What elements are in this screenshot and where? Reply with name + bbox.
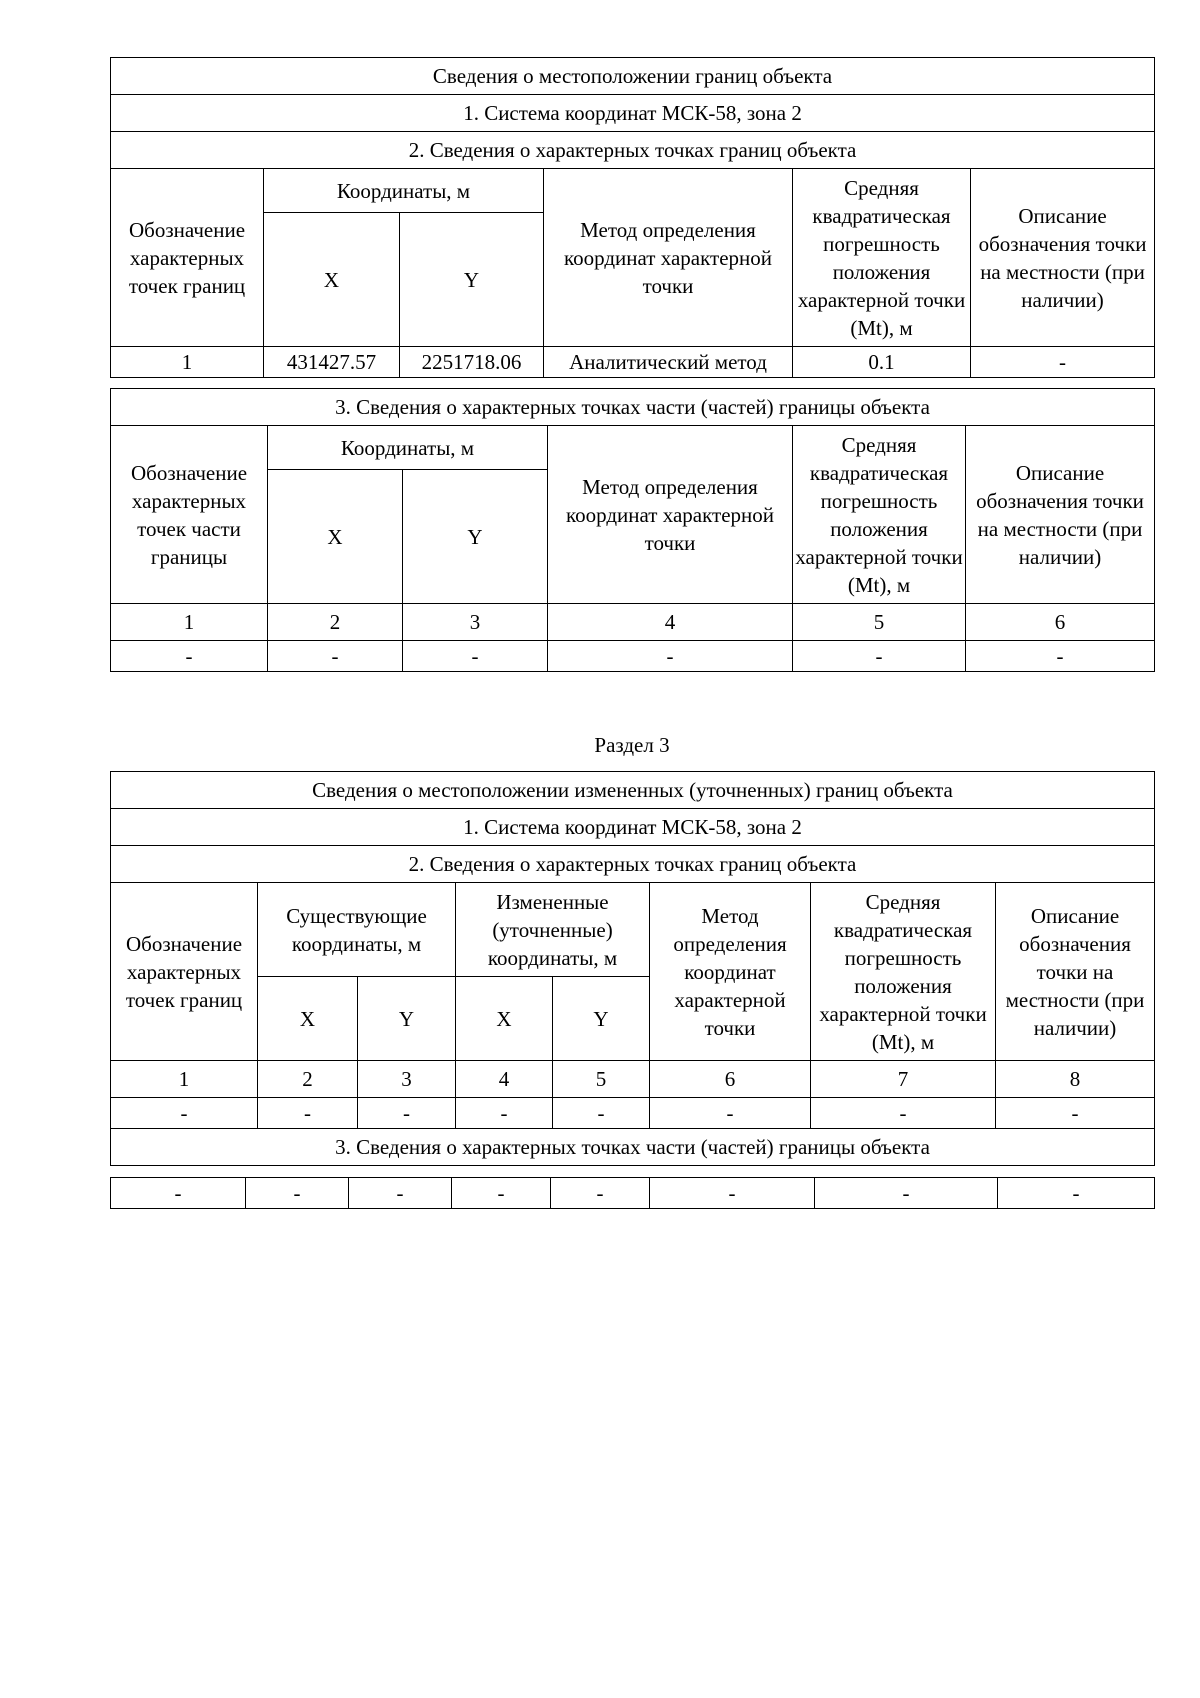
cell: - xyxy=(650,1098,811,1129)
cell: - xyxy=(548,641,793,672)
cell: 2 xyxy=(268,604,403,641)
col-designation: Обозначение характерных точек части границы xyxy=(111,426,268,604)
table-heading: Сведения о местоположении границ объекта xyxy=(111,58,1155,95)
cell: - xyxy=(966,641,1155,672)
table-row xyxy=(111,1098,1155,1129)
table-heading: Сведения о местоположении измененных (уточненных) границ объекта xyxy=(111,772,1155,809)
cell: 8 xyxy=(996,1061,1155,1098)
parts-heading: 3. Сведения о характерных точках части (частей) границы объекта xyxy=(111,1129,1155,1166)
col-y: Y xyxy=(400,213,544,347)
points-heading: 2. Сведения о характерных точках границ объекта xyxy=(111,846,1155,883)
col-y: Y xyxy=(358,977,456,1061)
cell: - xyxy=(815,1178,998,1209)
cell: 7 xyxy=(811,1061,996,1098)
cell: 2251718.06 xyxy=(400,347,544,378)
boundary-part-points-table xyxy=(110,388,1155,672)
cell: - xyxy=(403,641,548,672)
points-heading: 2. Сведения о характерных точках границ объекта xyxy=(111,132,1155,169)
cell: - xyxy=(551,1178,650,1209)
cell: 4 xyxy=(456,1061,553,1098)
coord-system-label: 1. Система координат МСК-58, зона 2 xyxy=(111,95,1155,132)
cell: 3 xyxy=(358,1061,456,1098)
col-x: X xyxy=(456,977,553,1061)
cell: - xyxy=(650,1178,815,1209)
table-row xyxy=(111,1178,1155,1209)
cell: 6 xyxy=(966,604,1155,641)
col-changed-coords: Измененные (уточненные) координаты, м xyxy=(456,883,650,977)
col-designation: Обозначение характерных точек границ xyxy=(111,169,264,347)
cell: 1 xyxy=(111,1061,258,1098)
table-row xyxy=(111,347,1155,378)
col-description: Описание обозначения точки на местности (при наличии) xyxy=(971,169,1155,347)
col-x: X xyxy=(268,470,403,604)
changed-boundary-points-table xyxy=(110,771,1155,1166)
cell: 5 xyxy=(793,604,966,641)
cell: 4 xyxy=(548,604,793,641)
cell: - xyxy=(452,1178,551,1209)
cell: 0.1 xyxy=(793,347,971,378)
cell: - xyxy=(111,1098,258,1129)
cell: - xyxy=(996,1098,1155,1129)
cell: - xyxy=(111,641,268,672)
cell: 1 xyxy=(111,347,264,378)
col-designation: Обозначение характерных точек границ xyxy=(111,883,258,1061)
col-y: Y xyxy=(403,470,548,604)
col-y: Y xyxy=(553,977,650,1061)
col-existing-coords: Существующие координаты, м xyxy=(258,883,456,977)
cell: - xyxy=(456,1098,553,1129)
coord-system-label: 1. Система координат МСК-58, зона 2 xyxy=(111,809,1155,846)
section-title: Раздел 3 xyxy=(594,733,670,757)
cell: 5 xyxy=(553,1061,650,1098)
col-x: X xyxy=(264,213,400,347)
cell: 2 xyxy=(258,1061,358,1098)
col-x: X xyxy=(258,977,358,1061)
table-heading: 3. Сведения о характерных точках части (частей) границы объекта xyxy=(111,389,1155,426)
cell: 6 xyxy=(650,1061,811,1098)
cell: - xyxy=(971,347,1155,378)
col-description: Описание обозначения точки на местности (при наличии) xyxy=(966,426,1155,604)
column-number-row xyxy=(111,1061,1155,1098)
col-coords: Координаты, м xyxy=(268,426,548,470)
col-method: Метод определения координат характерной точки xyxy=(548,426,793,604)
col-accuracy: Средняя квадратическая погрешность положения характерной точки (Mt), м xyxy=(793,426,966,604)
column-number-row xyxy=(111,604,1155,641)
col-description: Описание обозначения точки на местности (при наличии) xyxy=(996,883,1155,1061)
cell: 431427.57 xyxy=(264,347,400,378)
changed-boundary-parts-row xyxy=(110,1177,1155,1209)
cell: - xyxy=(811,1098,996,1129)
cell: 1 xyxy=(111,604,268,641)
cell: - xyxy=(358,1098,456,1129)
cell: 3 xyxy=(403,604,548,641)
cell: - xyxy=(268,641,403,672)
cell: - xyxy=(258,1098,358,1129)
boundary-points-table xyxy=(110,57,1155,378)
col-coords: Координаты, м xyxy=(264,169,544,213)
col-accuracy: Средняя квадратическая погрешность положения характерной точки (Mt), м xyxy=(793,169,971,347)
cell: Аналитический метод xyxy=(544,347,793,378)
cell: - xyxy=(793,641,966,672)
cell: - xyxy=(998,1178,1155,1209)
col-method: Метод определения координат характерной точки xyxy=(650,883,811,1061)
col-method: Метод определения координат характерной точки xyxy=(544,169,793,347)
cell: - xyxy=(349,1178,452,1209)
cell: - xyxy=(111,1178,246,1209)
table-row xyxy=(111,641,1155,672)
cell: - xyxy=(553,1098,650,1129)
col-accuracy: Средняя квадратическая погрешность положения характерной точки (Mt), м xyxy=(811,883,996,1061)
cell: - xyxy=(246,1178,349,1209)
